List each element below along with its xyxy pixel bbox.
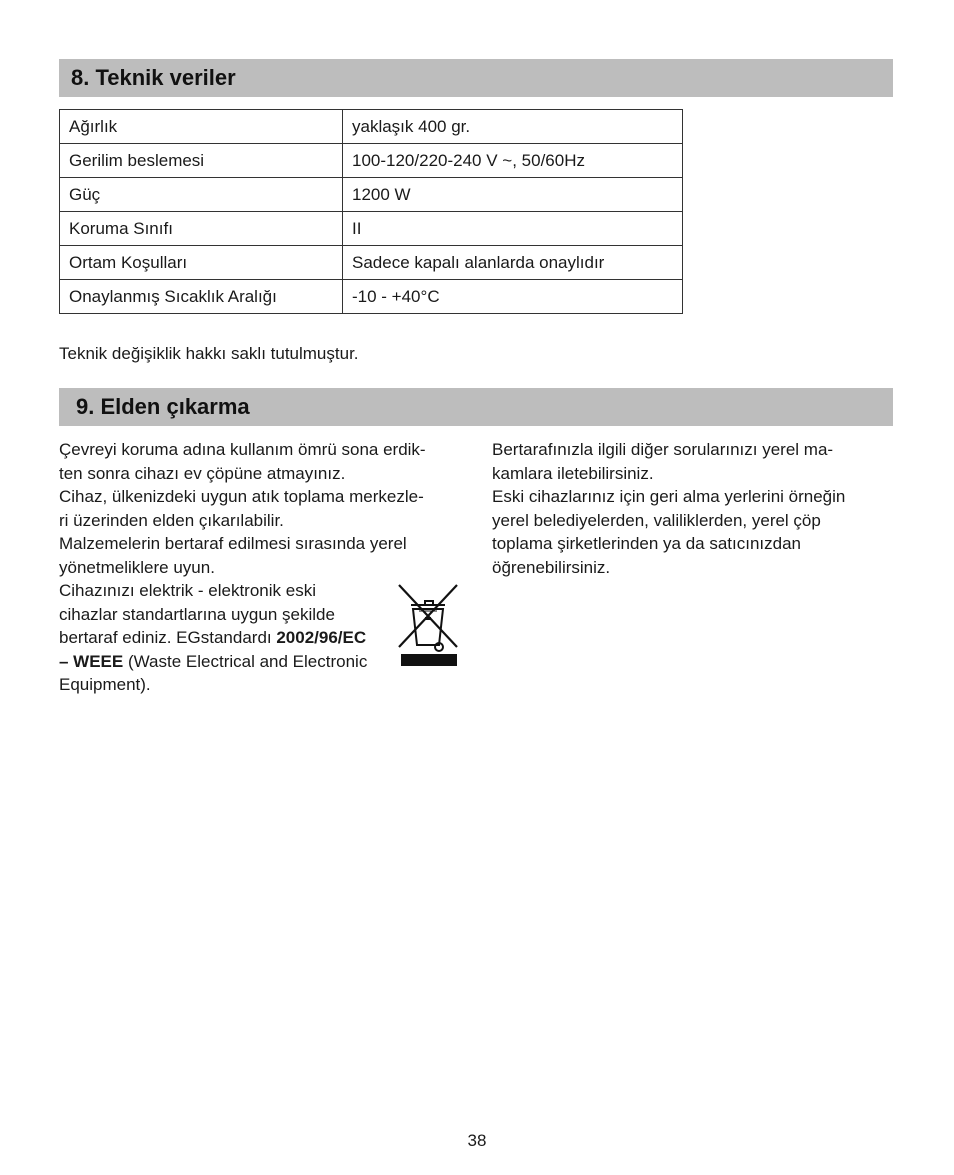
paragraph-line: Eski cihazlarınız için geri alma yerlerini örneğin — [492, 487, 846, 506]
spec-value: Sadece kapalı alanlarda onaylıdır — [343, 246, 683, 280]
technical-change-note: Teknik değişiklik hakkı saklı tutulmuştur. — [59, 344, 359, 363]
page-number: 38 — [467, 1131, 487, 1150]
table-row — [60, 110, 683, 144]
spec-label: Ağırlık — [60, 110, 343, 144]
paragraph-line: ten sonra cihazı ev çöpüne atmayınız. — [59, 463, 346, 483]
text: (Waste Electrical and Electronic — [123, 651, 368, 671]
spec-value: 1200 W — [343, 178, 683, 212]
section-9-heading: 9. Elden çıkarma — [59, 388, 893, 426]
text: bertaraf ediniz. EGstandardı — [59, 628, 277, 647]
disposal-right-column — [492, 438, 892, 579]
spec-label: Ortam Koşulları — [60, 246, 343, 280]
paragraph-line: öğrenebilirsiniz. — [492, 557, 611, 577]
paragraph-line: kamlara iletebilirsiniz. — [492, 463, 654, 483]
weee-label: – WEEE — [59, 651, 124, 671]
table-row — [60, 246, 683, 280]
spec-value: II — [343, 212, 683, 246]
paragraph-line: Bertarafınızla ilgili diğer sorularınızı yerel ma- — [492, 440, 834, 459]
paragraph-line: yönetmeliklere uyun. — [59, 557, 215, 577]
paragraph-line: ri üzerinden elden çıkarılabilir. — [59, 510, 284, 530]
weee-paragraph — [59, 579, 469, 697]
paragraph-line: toplama şirketlerinden ya da satıcınızdan — [492, 534, 802, 553]
spec-value: -10 - +40°C — [343, 280, 683, 314]
spec-label: Gerilim beslemesi — [60, 144, 343, 178]
crossed-out-wheelie-bin-icon — [397, 581, 459, 667]
table-row — [60, 280, 683, 314]
technical-data-table — [59, 109, 683, 314]
paragraph-line: Cihazınızı elektrik - elektronik eski — [59, 581, 316, 600]
paragraph-line: Equipment). — [59, 675, 151, 694]
spec-value: yaklaşık 400 gr. — [343, 110, 683, 144]
disposal-left-column — [59, 438, 469, 697]
directive-number: 2002/96/EC — [276, 628, 367, 647]
table-row — [60, 144, 683, 178]
spec-value: 100-120/220-240 V ~, 50/60Hz — [343, 144, 683, 178]
spec-label: Koruma Sınıfı — [60, 212, 343, 246]
paragraph-line: yerel belediyelerden, valiliklerden, yerel çöp — [492, 510, 821, 530]
paragraph-line: Çevreyi koruma adına kullanım ömrü sona erdik- — [59, 440, 426, 459]
paragraph-line: cihazlar standartlarına uygun şekilde — [59, 604, 335, 624]
spec-label: Güç — [60, 178, 343, 212]
paragraph-line: Malzemelerin bertaraf edilmesi sırasında yerel — [59, 534, 407, 553]
section-8-heading: 8. Teknik veriler — [59, 59, 893, 97]
paragraph-line: Cihaz, ülkenizdeki uygun atık toplama merkezle- — [59, 487, 424, 506]
table-row — [60, 212, 683, 246]
table-row — [60, 178, 683, 212]
spec-label: Onaylanmış Sıcaklık Aralığı — [60, 280, 343, 314]
